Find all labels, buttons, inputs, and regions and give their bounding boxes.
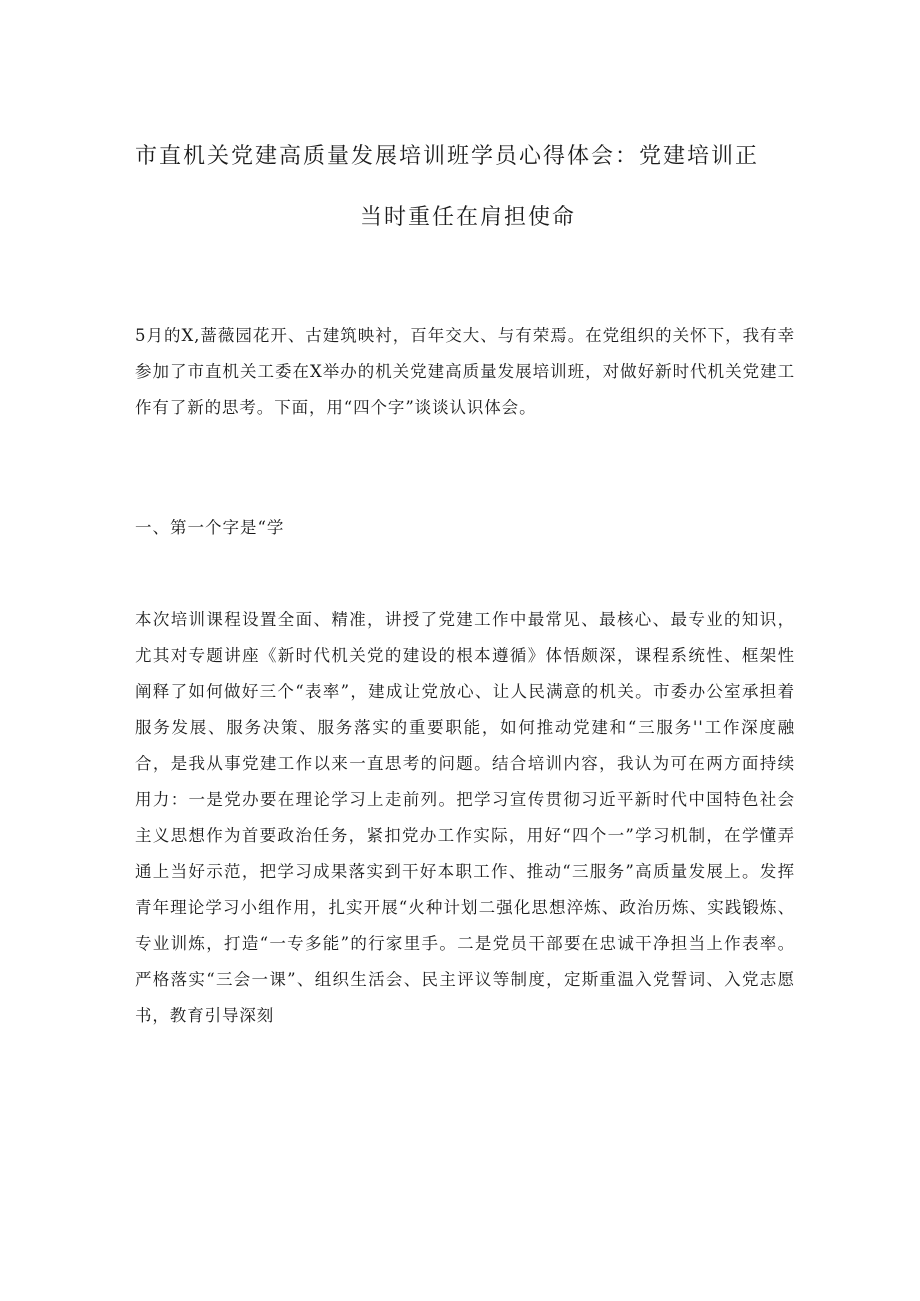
document-title-line-2: 当时重任在肩担使命	[360, 205, 577, 230]
intro-paragraph: 5月的X,蔷薇园花开、古建筑映衬，百年交大、与有荣焉。在党组织的关怀下，我有幸参加了市直机关工委在X举办的机关党建高质量发展培训班，对做好新时代机关党建工作有了新的思考。下面，用“四个字”谈谈认识体会。	[135, 326, 795, 417]
section-paragraph: 本次培训课程设置全面、精准，讲授了党建工作中最常见、最核心、最专业的知识，尤其对专题讲座《新时代机关党的建设的根本遵循》体悟颇深，课程系统性、框架性阐释了如何做好三个“表率”，建成让党放心、让人民满意的机关。市委办公室承担着服务发展、服务决策、服务落实的重要职能，如何推动党建和“三服务''工作深度融合，是我从事党建工作以来一直思考的问题。结合培训内容，我认为可在两方面持续用力：一是党办要在理论学习上走前列。把学习宣传贯彻习近平新时代中国特色社会主义思想作为首要政治任务，紧扣党办工作实际，用好“四个一”学习机制，在学懂弄通上当好示范，把学习成果落实到干好本职工作、推动“三服务”高质量发展上。发挥青年理论学习小组作用，扎实开展“火种计划二强化思想淬炼、政治历炼、实践锻炼、专业训炼，打造“一专多能”的行家里手。二是党员干部要在忠诚干净担当上作表率。严格落实“三会一课”、组织生活会、民主评议等制度，定斯重温入党誓词、入党志愿书，教育引导深刻	[135, 610, 795, 1025]
section-heading: 一、第一个字是“学	[135, 518, 285, 537]
document-title-line-1: 市直机关党建高质量发展培训班学员心得体会：党建培训正	[135, 144, 760, 169]
